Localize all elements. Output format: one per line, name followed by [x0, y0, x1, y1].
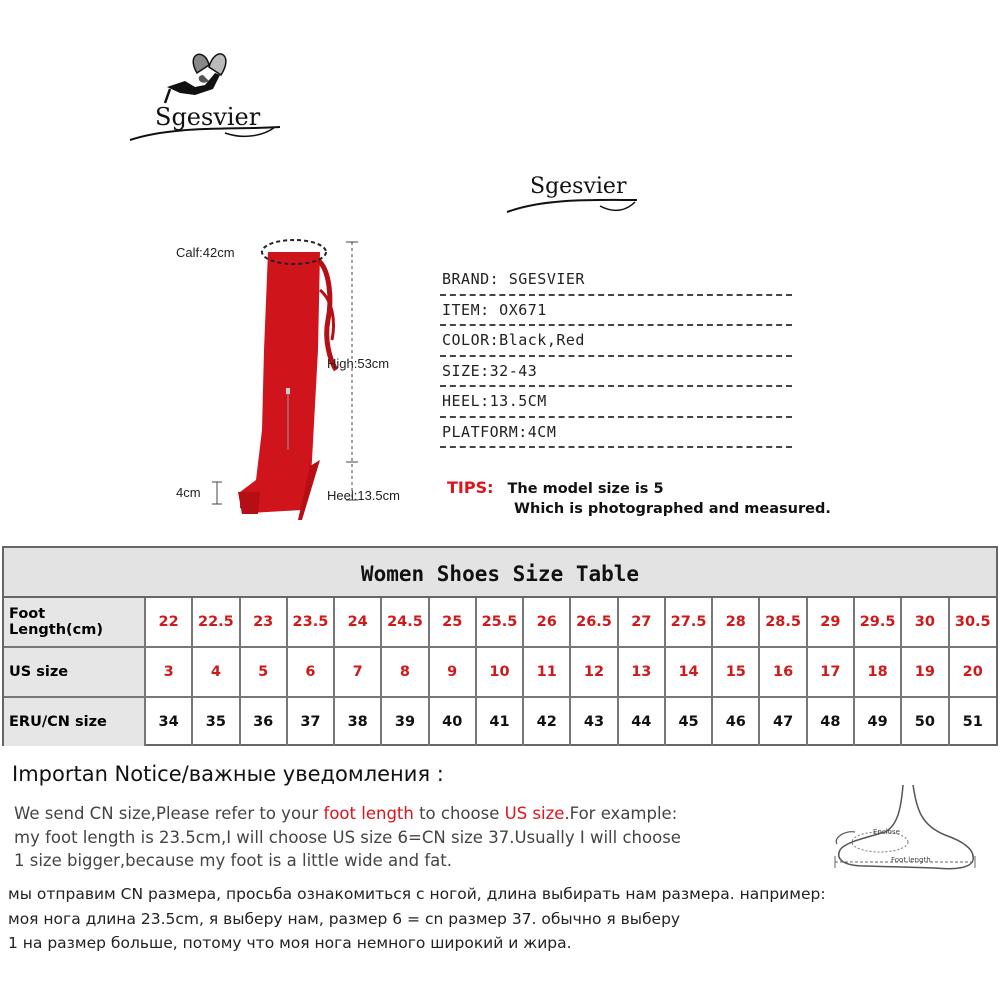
size-cell: 30 — [901, 598, 948, 647]
size-cell: 50 — [901, 697, 948, 746]
platform-label: 4cm — [176, 485, 201, 500]
size-cell: 23.5 — [287, 598, 334, 647]
size-cell: 27.5 — [665, 598, 712, 647]
size-cell: 4 — [192, 647, 239, 697]
brand-name: Sgesvier — [155, 103, 261, 131]
notice-russian — [8, 882, 968, 956]
size-cell: 47 — [759, 697, 806, 746]
notice-ru-line-1: мы отправим CN размера, просьба ознакомиться с ногой, длина выбирать нам размера. например: — [8, 885, 826, 903]
size-cell: 41 — [476, 697, 523, 746]
notice-en-text-c: .For example: — [564, 804, 678, 823]
enclose-label: Enclose — [873, 828, 900, 836]
size-cell: 29 — [807, 598, 854, 647]
heel-label: Heel:13.5cm — [327, 488, 400, 503]
size-cell: 35 — [192, 697, 239, 746]
size-cell: 29.5 — [854, 598, 901, 647]
size-cell: 28.5 — [759, 598, 806, 647]
size-cell: 38 — [334, 697, 381, 746]
size-cell: 45 — [665, 697, 712, 746]
size-cell: 42 — [523, 697, 570, 746]
size-grid — [4, 598, 996, 746]
size-cell: 23 — [240, 598, 287, 647]
size-row — [4, 697, 996, 746]
size-cell: 13 — [618, 647, 665, 697]
notice-english — [14, 802, 774, 873]
size-cell: 15 — [712, 647, 759, 697]
size-cell: 8 — [381, 647, 428, 697]
notice-en-text-a: We send CN size,Please refer to your — [14, 804, 324, 823]
size-cell: 28 — [712, 598, 759, 647]
size-cell: 27 — [618, 598, 665, 647]
size-cell: 3 — [145, 647, 192, 697]
size-cell: 22 — [145, 598, 192, 647]
product-specs — [440, 265, 792, 448]
size-cell: 26 — [523, 598, 570, 647]
size-cell: 34 — [145, 697, 192, 746]
size-cell: 44 — [618, 697, 665, 746]
notice-en-text-b: to choose — [413, 804, 505, 823]
notice-highlight-us-size: US size — [504, 804, 565, 823]
size-cell: 51 — [949, 697, 996, 746]
size-cell: 22.5 — [192, 598, 239, 647]
notice-ru-line-3: 1 на размер больше, потому что моя нога немного широкий и жира. — [8, 934, 572, 952]
size-cell: 24.5 — [381, 598, 428, 647]
notice-en-line-3: 1 size bigger,because my foot is a little wide and fat. — [14, 851, 452, 870]
notice-title: Importan Notice/важные уведомления : — [12, 762, 444, 786]
size-cell: 43 — [570, 697, 617, 746]
spec-brand: BRAND: SGESVIER — [440, 265, 792, 296]
size-row-label: ERU/CN size — [4, 697, 145, 746]
brand-name-secondary: Sgesvier — [530, 174, 627, 199]
size-cell: 39 — [381, 697, 428, 746]
size-cell: 6 — [287, 647, 334, 697]
size-table-title: Women Shoes Size Table — [4, 548, 996, 598]
size-cell: 36 — [240, 697, 287, 746]
tips-line-2: Which is photographed and measured. — [514, 501, 831, 517]
size-cell: 18 — [854, 647, 901, 697]
tips — [447, 478, 831, 517]
notice-en-line-1 — [14, 802, 774, 826]
size-cell: 30.5 — [949, 598, 996, 647]
size-cell: 37 — [287, 697, 334, 746]
size-cell: 46 — [712, 697, 759, 746]
size-cell: 25 — [429, 598, 476, 647]
size-cell: 10 — [476, 647, 523, 697]
size-cell: 24 — [334, 598, 381, 647]
tips-line-1: The model size is 5 — [507, 481, 664, 497]
size-cell: 25.5 — [476, 598, 523, 647]
size-cell: 49 — [854, 697, 901, 746]
butterfly-shoe-icon — [125, 45, 285, 155]
spec-item: ITEM: OX671 — [440, 296, 792, 327]
notice-en-line-2: my foot length is 23.5cm,I will choose US size 6=CN size 37.Usually I will choose — [14, 827, 681, 847]
size-table — [2, 546, 998, 746]
size-cell: 11 — [523, 647, 570, 697]
spec-color: COLOR:Black,Red — [440, 326, 792, 357]
size-cell: 48 — [807, 697, 854, 746]
size-cell: 5 — [240, 647, 287, 697]
size-cell: 12 — [570, 647, 617, 697]
size-row — [4, 598, 996, 647]
spec-platform: PLATFORM:4CM — [440, 418, 792, 449]
size-cell: 20 — [949, 647, 996, 697]
foot-icon — [825, 780, 985, 880]
foot-length-label: Foot length — [891, 856, 931, 864]
height-label: High:53cm — [327, 356, 390, 371]
size-cell: 9 — [429, 647, 476, 697]
notice-highlight-foot-length: foot length — [323, 804, 414, 823]
size-cell: 26.5 — [570, 598, 617, 647]
boot-measurement-image — [160, 230, 430, 530]
size-cell: 14 — [665, 647, 712, 697]
brand-logo-secondary — [505, 170, 640, 220]
size-row-label: US size — [4, 647, 145, 697]
size-row-label: Foot Length(cm) — [4, 598, 145, 647]
tips-key: TIPS: — [447, 478, 494, 497]
notice-ru-line-2: моя нога длина 23.5cm, я выберу нам, размер 6 = cn размер 37. обычно я выберу — [8, 909, 681, 928]
brand-logo — [125, 45, 285, 155]
size-cell: 16 — [759, 647, 806, 697]
size-cell: 17 — [807, 647, 854, 697]
spec-size: SIZE:32-43 — [440, 357, 792, 388]
size-cell: 7 — [334, 647, 381, 697]
foot-measure-diagram — [825, 780, 985, 880]
size-cell: 40 — [429, 697, 476, 746]
calf-label: Calf:42cm — [176, 245, 235, 260]
size-row — [4, 647, 996, 697]
spec-heel: HEEL:13.5CM — [440, 387, 792, 418]
size-cell: 19 — [901, 647, 948, 697]
